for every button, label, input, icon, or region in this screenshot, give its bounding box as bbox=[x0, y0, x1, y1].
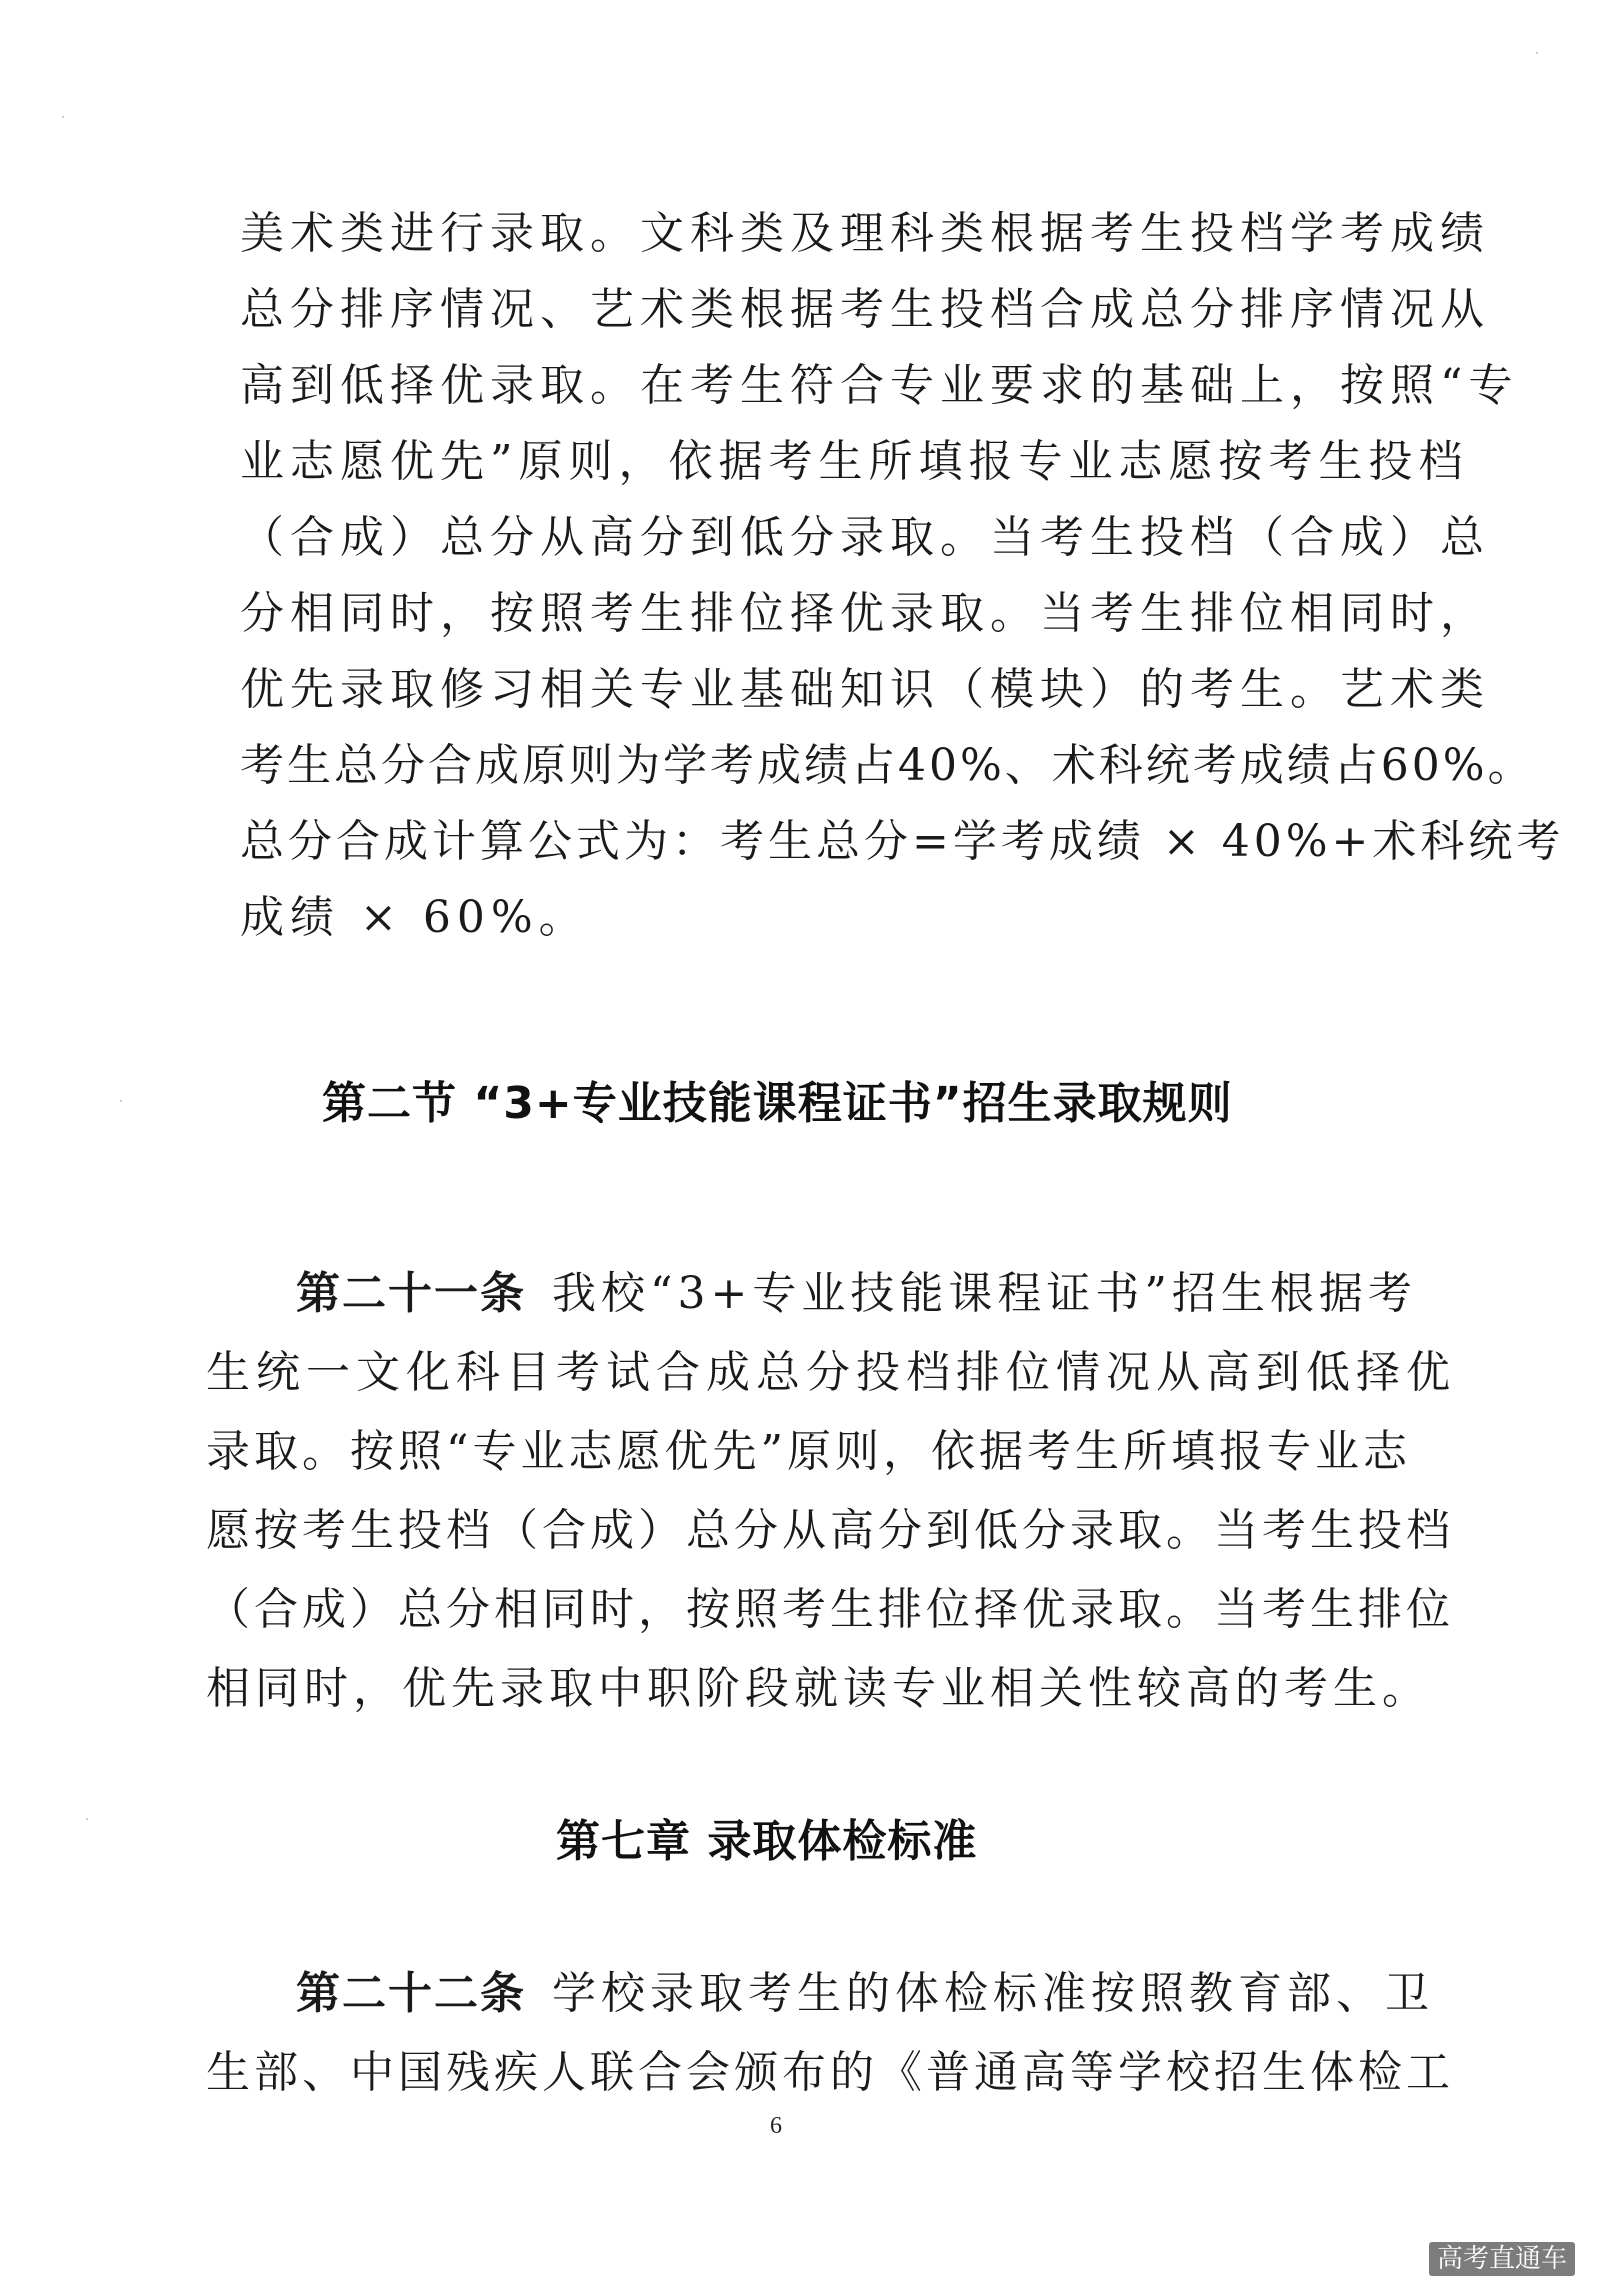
body-line: （合成）总分从高分到低分录取。当考生投档（合成）总 bbox=[240, 512, 1490, 563]
section-heading: 第二节 “3+专业技能课程证书”招生录取规则 bbox=[322, 1078, 1233, 1129]
scan-speck bbox=[1536, 52, 1538, 54]
body-line: 愿按考生投档（合成）总分从高分到低分录取。当考生投档 bbox=[206, 1505, 1454, 1556]
article-first-line bbox=[296, 1968, 1434, 2020]
body-line: 生统一文化科目考试合成总分投档排位情况从高到低择优 bbox=[206, 1347, 1456, 1398]
body-line: 总分排序情况、艺术类根据考生投档合成总分排序情况从 bbox=[240, 284, 1490, 335]
page-number: 6 bbox=[770, 2113, 782, 2139]
body-line: 总分合成计算公式为：考生总分=学考成绩 × 40%+术科统考 bbox=[240, 816, 1565, 867]
article-label: 第二十二条 bbox=[296, 1968, 526, 2019]
body-line: 生部、中国残疾人联合会颁布的《普通高等学校招生体检工 bbox=[206, 2047, 1454, 2098]
body-line: 分相同时，按照考生排位择优录取。当考生排位相同时， bbox=[240, 588, 1490, 639]
body-line: 相同时，优先录取中职阶段就读专业相关性较高的考生。 bbox=[206, 1663, 1431, 1714]
article-text: 我校“3+专业技能课程证书”招生根据考 bbox=[552, 1268, 1417, 1319]
article-first-line bbox=[296, 1268, 1417, 1320]
article-label: 第二十一条 bbox=[296, 1268, 526, 1319]
scan-speck bbox=[86, 1818, 88, 1820]
chapter-heading: 第七章 录取体检标准 bbox=[556, 1816, 978, 1867]
body-line: 录取。按照“专业志愿优先”原则，依据考生所填报专业志 bbox=[206, 1426, 1411, 1477]
scan-speck bbox=[120, 1100, 122, 1102]
body-line: （合成）总分相同时，按照考生排位择优录取。当考生排位 bbox=[206, 1584, 1454, 1635]
watermark-label: 高考直通车 bbox=[1429, 2242, 1575, 2276]
scan-speck bbox=[62, 116, 64, 118]
body-line: 美术类进行录取。文科类及理科类根据考生投档学考成绩 bbox=[240, 208, 1490, 259]
body-line: 优先录取修习相关专业基础知识（模块）的考生。艺术类 bbox=[240, 664, 1490, 715]
body-line: 业志愿优先”原则，依据考生所填报专业志愿按考生投档 bbox=[240, 436, 1469, 487]
article-text: 学校录取考生的体检标准按照教育部、卫 bbox=[552, 1968, 1434, 2019]
body-line: 考生总分合成原则为学考成绩占40%、术科统考成绩占60%。 bbox=[240, 740, 1535, 791]
body-line: 高到低择优录取。在考生符合专业要求的基础上，按照“专 bbox=[240, 360, 1519, 411]
body-line: 成绩 × 60%。 bbox=[240, 892, 589, 943]
